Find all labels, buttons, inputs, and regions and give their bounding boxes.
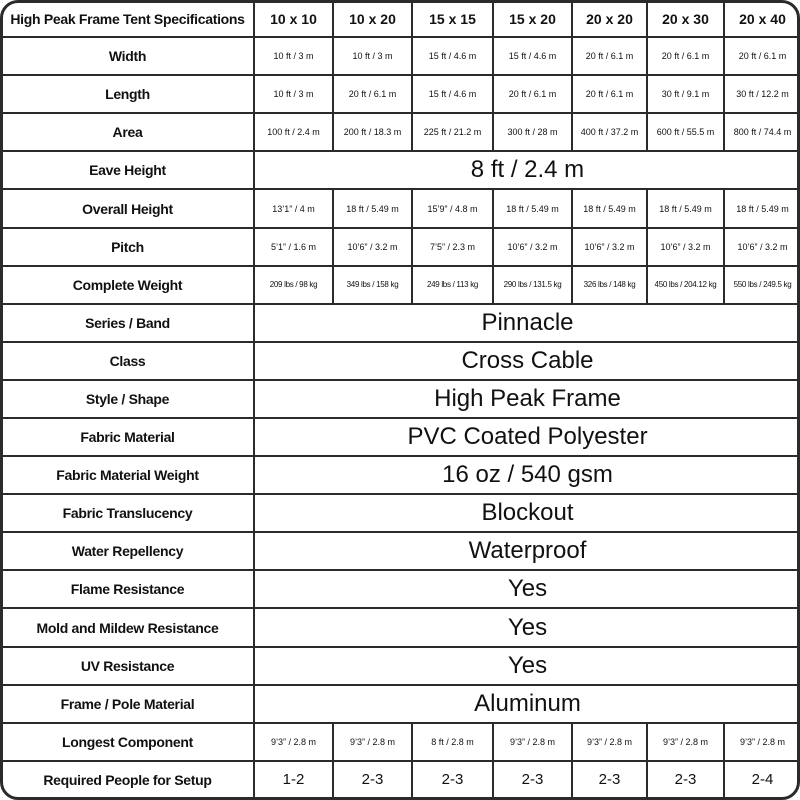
row-width	[1, 37, 800, 75]
spec-cell: 9’3” / 2.8 m	[724, 723, 800, 761]
spec-cell: 20 ft / 6.1 m	[724, 37, 800, 75]
spec-cell: 249 lbs / 113 kg	[412, 266, 493, 304]
spec-cell: 9’3” / 2.8 m	[572, 723, 647, 761]
row-label: Pitch	[1, 228, 254, 266]
spec-span-cell: High Peak Frame	[254, 380, 800, 418]
spec-cell: 18 ft / 5.49 m	[572, 189, 647, 227]
size-header: 20 x 40	[724, 1, 800, 37]
spec-cell: 2-3	[647, 761, 724, 799]
spec-cell: 15’9” / 4.8 m	[412, 189, 493, 227]
row-label: Eave Height	[1, 151, 254, 189]
spec-cell: 10 ft / 3 m	[254, 37, 333, 75]
row-label: Overall Height	[1, 189, 254, 227]
spec-cell: 15 ft / 4.6 m	[412, 37, 493, 75]
row-pitch	[1, 228, 800, 266]
spec-cell: 600 ft / 55.5 m	[647, 113, 724, 151]
spec-cell: 15 ft / 4.6 m	[493, 37, 572, 75]
row-style-shape	[1, 380, 800, 418]
row-label: Fabric Translucency	[1, 494, 254, 532]
row-mold-mildew-resistance	[1, 608, 800, 646]
spec-cell: 2-3	[572, 761, 647, 799]
row-label: Flame Resistance	[1, 570, 254, 608]
spec-cell: 550 lbs / 249.5 kg	[724, 266, 800, 304]
row-overall-height	[1, 189, 800, 227]
row-uv-resistance	[1, 647, 800, 685]
row-label: Fabric Material Weight	[1, 456, 254, 494]
spec-cell: 30 ft / 9.1 m	[647, 75, 724, 113]
spec-cell: 9’3” / 2.8 m	[254, 723, 333, 761]
row-label: Area	[1, 113, 254, 151]
spec-cell: 30 ft / 12.2 m	[724, 75, 800, 113]
table-title: High Peak Frame Tent Specifications	[1, 1, 254, 37]
spec-span-cell: Waterproof	[254, 532, 800, 570]
spec-cell: 13’1” / 4 m	[254, 189, 333, 227]
spec-cell: 18 ft / 5.49 m	[647, 189, 724, 227]
row-label: Width	[1, 37, 254, 75]
spec-cell: 10’6” / 3.2 m	[333, 228, 412, 266]
spec-span-cell: Pinnacle	[254, 304, 800, 342]
spec-cell: 400 ft / 37.2 m	[572, 113, 647, 151]
header-row	[1, 1, 800, 37]
row-fabric-material	[1, 418, 800, 456]
row-required-people	[1, 761, 800, 799]
spec-cell: 300 ft / 28 m	[493, 113, 572, 151]
row-label: Series / Band	[1, 304, 254, 342]
spec-cell: 1-2	[254, 761, 333, 799]
spec-cell: 18 ft / 5.49 m	[493, 189, 572, 227]
row-label: Mold and Mildew Resistance	[1, 608, 254, 646]
spec-cell: 20 ft / 6.1 m	[572, 37, 647, 75]
spec-span-cell: Cross Cable	[254, 342, 800, 380]
spec-cell: 10’6” / 3.2 m	[572, 228, 647, 266]
row-label: Fabric Material	[1, 418, 254, 456]
row-water-repellency	[1, 532, 800, 570]
spec-cell: 7’5” / 2.3 m	[412, 228, 493, 266]
spec-cell: 8 ft / 2.8 m	[412, 723, 493, 761]
spec-cell: 18 ft / 5.49 m	[333, 189, 412, 227]
spec-cell: 290 lbs / 131.5 kg	[493, 266, 572, 304]
spec-cell: 9’3” / 2.8 m	[647, 723, 724, 761]
spec-cell: 10 ft / 3 m	[254, 75, 333, 113]
spec-cell: 9’3” / 2.8 m	[493, 723, 572, 761]
spec-cell: 5’1” / 1.6 m	[254, 228, 333, 266]
size-header: 20 x 20	[572, 1, 647, 37]
row-longest-component	[1, 723, 800, 761]
spec-cell: 9’3” / 2.8 m	[333, 723, 412, 761]
spec-span-cell: Yes	[254, 570, 800, 608]
size-header: 10 x 10	[254, 1, 333, 37]
spec-cell: 100 ft / 2.4 m	[254, 113, 333, 151]
row-label: Longest Component	[1, 723, 254, 761]
spec-span-cell: Yes	[254, 608, 800, 646]
row-label: Length	[1, 75, 254, 113]
size-header: 15 x 20	[493, 1, 572, 37]
spec-cell: 20 ft / 6.1 m	[493, 75, 572, 113]
row-label: Frame / Pole Material	[1, 685, 254, 723]
spec-cell: 2-3	[333, 761, 412, 799]
spec-span-cell: Yes	[254, 647, 800, 685]
size-header: 15 x 15	[412, 1, 493, 37]
spec-cell: 20 ft / 6.1 m	[572, 75, 647, 113]
spec-cell: 225 ft / 21.2 m	[412, 113, 493, 151]
spec-cell: 349 lbs / 158 kg	[333, 266, 412, 304]
spec-cell: 10’6” / 3.2 m	[724, 228, 800, 266]
row-area	[1, 113, 800, 151]
spec-cell: 326 lbs / 148 kg	[572, 266, 647, 304]
spec-cell: 18 ft / 5.49 m	[724, 189, 800, 227]
row-frame-pole-material	[1, 685, 800, 723]
row-label: Complete Weight	[1, 266, 254, 304]
size-header: 10 x 20	[333, 1, 412, 37]
row-complete-weight	[1, 266, 800, 304]
spec-cell: 20 ft / 6.1 m	[647, 37, 724, 75]
spec-span-cell: PVC Coated Polyester	[254, 418, 800, 456]
row-fabric-material-weight	[1, 456, 800, 494]
row-label: Water Repellency	[1, 532, 254, 570]
row-label: Required People for Setup	[1, 761, 254, 799]
spec-cell: 209 lbs / 98 kg	[254, 266, 333, 304]
spec-span-cell: 8 ft / 2.4 m	[254, 151, 800, 189]
spec-span-cell: Blockout	[254, 494, 800, 532]
spec-cell: 2-3	[412, 761, 493, 799]
spec-cell: 200 ft / 18.3 m	[333, 113, 412, 151]
spec-cell: 15 ft / 4.6 m	[412, 75, 493, 113]
row-label: Class	[1, 342, 254, 380]
row-label: UV Resistance	[1, 647, 254, 685]
spec-cell: 800 ft / 74.4 m	[724, 113, 800, 151]
row-length	[1, 75, 800, 113]
spec-cell: 450 lbs / 204.12 kg	[647, 266, 724, 304]
row-eave-height	[1, 151, 800, 189]
row-class	[1, 342, 800, 380]
row-flame-resistance	[1, 570, 800, 608]
spec-cell: 2-4	[724, 761, 800, 799]
spec-cell: 20 ft / 6.1 m	[333, 75, 412, 113]
row-label: Style / Shape	[1, 380, 254, 418]
spec-cell: 2-3	[493, 761, 572, 799]
size-header: 20 x 30	[647, 1, 724, 37]
row-series-band	[1, 304, 800, 342]
spec-span-cell: 16 oz / 540 gsm	[254, 456, 800, 494]
spec-span-cell: Aluminum	[254, 685, 800, 723]
row-fabric-translucency	[1, 494, 800, 532]
spec-cell: 10’6” / 3.2 m	[647, 228, 724, 266]
spec-cell: 10’6” / 3.2 m	[493, 228, 572, 266]
spec-cell: 10 ft / 3 m	[333, 37, 412, 75]
